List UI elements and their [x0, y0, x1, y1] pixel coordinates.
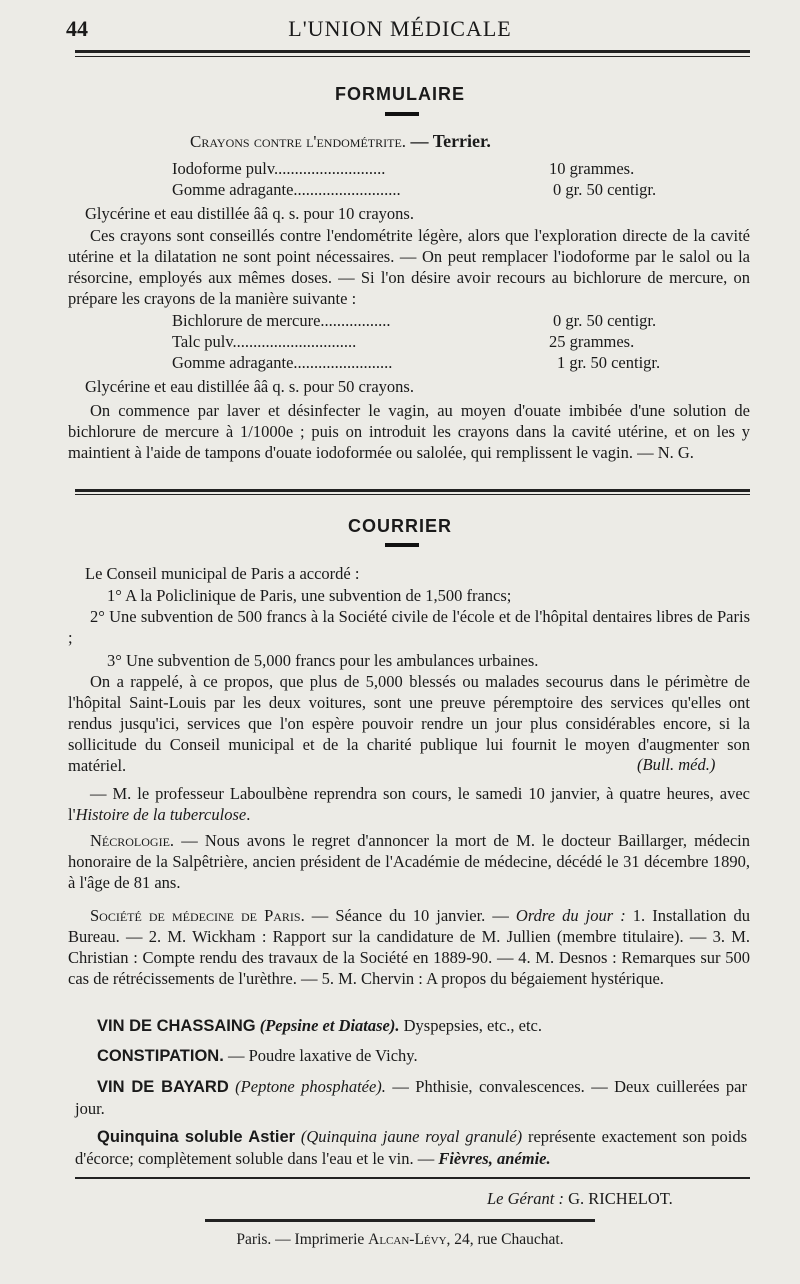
laboulbene-text: — M. le professeur Laboulbène reprendra son cours, le samedi 10 janvier, à quatre heures, avec l'	[68, 784, 750, 824]
recipe-title: Crayons contre l'endométrite.	[190, 132, 407, 151]
header-rule	[75, 50, 750, 53]
gerant-signature	[487, 1189, 673, 1209]
recipe2-qty: 0 gr. 50 centigr.	[553, 311, 657, 330]
necrologie-label: Nécrologie.	[90, 831, 175, 850]
recipe-heading	[190, 131, 491, 152]
societe-text-b: 1. Installation du Bureau. — 2. M. Wickham : Rapport sur la candidature de M. Jullien (membre titulaire). — 3. M. Christian : Compte rendu des travaux de la Société en 1889-90. — 4. M. Desnos : Remarques sur 500 cas de rétrécissements de l'urèthre. — 5. M. Chervin : A propos du bégaiement hystérique.	[68, 906, 750, 988]
recipe2-qty: 1 gr. 50 centigr.	[557, 353, 661, 372]
recipe1-item: Gomme adragante..........................	[172, 180, 401, 199]
necrologie-text: — Nous avons le regret d'annoncer la mort de M. le docteur Baillarger, médecin honoraire de la Salpêtrière, ancien président de l'Académie de médecine, décédé le 31 décembre 1890, à l'âge de 81 ans.	[68, 831, 750, 892]
courrier-title: COURRIER	[347, 516, 452, 536]
recipe-author: — Terrier.	[406, 131, 491, 151]
title-dash	[385, 112, 419, 116]
recipe2-item: Talc pulv..............................	[172, 332, 357, 351]
ad-text: — Poudre laxative de Vichy.	[223, 1046, 418, 1065]
page-number: 44	[66, 16, 88, 41]
recipe1-item: Iodoforme pulv...........................	[172, 159, 386, 178]
title-dash	[385, 543, 419, 547]
section-rule-thin	[75, 494, 750, 495]
courrier-societe	[68, 905, 750, 989]
formulaire-paragraph-2: On commence par laver et désinfecter le vagin, au moyen d'ouate imbibée d'une solution de bichlorure de mercure à 1/1000e ; puis on introduit les crayons dans la cavité utérine, et on les y maintient à l'aide de tampons d'ouate iodoformée ou salolée, qui remplissent le vagin. — N. G.	[68, 401, 750, 462]
courrier-item-2: 2° Une subvention de 500 francs à la Société civile de l'école et de l'hôpital dentaires libres de Paris ;	[68, 607, 750, 647]
gerant-name: G. RICHELOT.	[564, 1189, 673, 1208]
recipe1-qty: 0 gr. 50 centigr.	[553, 180, 657, 199]
ad-vin-bayard	[75, 1076, 747, 1119]
societe-ordre: Ordre du jour :	[515, 906, 626, 925]
ad-name: VIN DE BAYARD	[97, 1078, 229, 1096]
imprint-line	[0, 1231, 800, 1249]
ad-indications: Fièvres, anémie.	[438, 1149, 551, 1168]
ad-name: Quinquina soluble Astier	[97, 1128, 296, 1146]
courrier-paragraph-rappele: On a rappelé, à ce propos, que plus de 5,000 blessés ou malades secourus dans le périmètre de l'hôpital Saint-Louis par les deux voitures, sont une preuve péremptoire des services qu'elles ont rendus jusqu'ici, services que l'on espère pouvoir rendre un jour plus considérables encore, si la sollicitude du Conseil municipal et de la charité publique lui fournit le moyen d'augmenter son matériel.	[68, 672, 750, 775]
recipe1-qty: 10 grammes.	[549, 159, 635, 178]
recipe2-item: Gomme adragante........................	[172, 353, 393, 372]
formulaire-title: FORMULAIRE	[335, 84, 465, 104]
footer-rule	[75, 1177, 750, 1179]
header-rule-thin	[75, 56, 750, 57]
ad-name: VIN DE CHASSAING	[97, 1017, 256, 1035]
ad-text: représente exactement son poids d'écorce; complètement soluble dans l'eau et le vin. —	[75, 1127, 748, 1168]
imprint-address: , 24, rue Chauchat.	[446, 1231, 564, 1248]
ad-constipation	[97, 1045, 747, 1067]
ad-quinquina	[75, 1126, 747, 1169]
formulaire-paragraph-1: Ces crayons sont conseillés contre l'endométrite légère, alors que l'exploration directe de la cavité utérine et la dilatation ne sont point nécessaires. — On peut remplacer l'iodoforme par le salol ou la résorcine, employés aux mêmes doses. — Si l'on désire avoir recours au bichlorure de mercure, on prépare les crayons de la manière suivante :	[68, 226, 750, 308]
societe-label: Société de médecine de Paris.	[90, 906, 305, 925]
glycerine-line-2: Glycérine et eau distillée ââ q. s. pour 50 crayons.	[85, 377, 414, 396]
courrier-laboulbene	[68, 783, 750, 825]
imprint-text: Paris. — Imprimerie	[236, 1231, 369, 1248]
ad-composition: (Peptone phosphatée).	[235, 1077, 386, 1096]
courrier-item-1: 1° A la Policlinique de Paris, une subvention de 1,500 francs;	[107, 586, 512, 605]
ad-name: CONSTIPATION.	[97, 1047, 224, 1065]
ad-vin-chassaing	[97, 1015, 747, 1037]
ad-text: Dyspepsies, etc., etc.	[399, 1016, 542, 1035]
ad-text: — Phthisie, convalescences. — Deux cuillerées par jour.	[75, 1077, 747, 1118]
source-bull-med: (Bull. méd.)	[637, 755, 716, 774]
ad-composition: (Pepsine et Diatase).	[259, 1016, 400, 1035]
ad-composition: (Quinquina jaune royal granulé)	[300, 1127, 523, 1146]
courrier-necrologie	[68, 830, 750, 893]
glycerine-line-1: Glycérine et eau distillée ââ q. s. pour 10 crayons.	[85, 204, 414, 223]
societe-text-a: — Séance du 10 janvier. —	[304, 906, 516, 925]
laboulbene-title: Histoire de la tuberculose	[75, 805, 247, 824]
imprint-rule	[205, 1219, 595, 1222]
section-rule	[75, 489, 750, 492]
imprint-printer: Alcan-Lévy	[368, 1231, 447, 1248]
recipe2-qty: 25 grammes.	[549, 332, 635, 351]
courrier-intro: Le Conseil municipal de Paris a accordé :	[85, 564, 360, 583]
courrier-item-3: 3° Une subvention de 5,000 francs pour les ambulances urbaines.	[107, 651, 539, 670]
laboulbene-end: .	[246, 805, 251, 824]
gerant-label: Le Gérant :	[487, 1189, 564, 1208]
running-head: L'UNION MÉDICALE	[288, 16, 512, 41]
recipe2-item: Bichlorure de mercure.................	[172, 311, 391, 330]
